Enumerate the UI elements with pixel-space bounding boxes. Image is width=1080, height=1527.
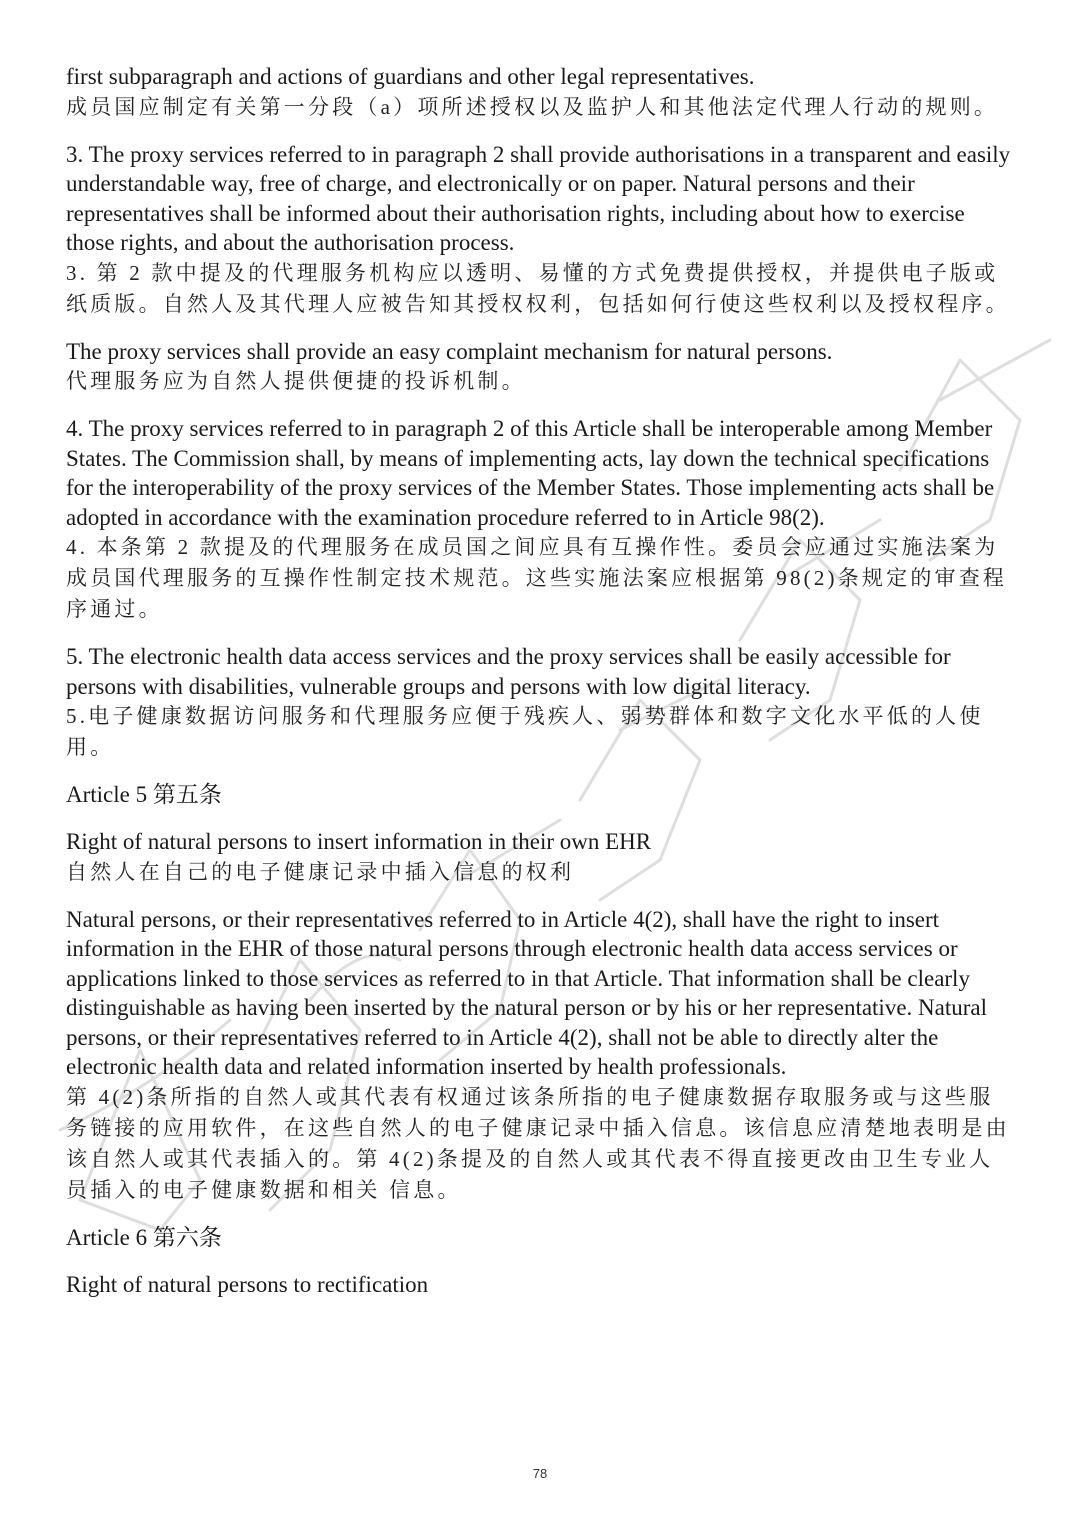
paragraph-zh: 4. 本条第 2 款提及的代理服务在成员国之间应具有互操作性。委员会应通过实施法案为成员国代理服务的互操作性制定技术规范。这些实施法案应根据第 98(2)条规定的审查程序通过。 bbox=[66, 535, 1008, 621]
article-title-zh: 自然人在自己的电子健康记录中插入信息的权利 bbox=[66, 859, 575, 884]
article-title-en: Right of natural persons to insert information in their own EHR bbox=[66, 829, 652, 854]
article-5-heading: Article 5 第五条 bbox=[66, 782, 222, 807]
page-number: 78 bbox=[532, 1466, 548, 1481]
paragraph-zh: 代理服务应为自然人提供便捷的投诉机制。 bbox=[66, 369, 526, 393]
article-5-body bbox=[66, 905, 1016, 1206]
paragraph-4 bbox=[66, 414, 1016, 625]
document-body bbox=[66, 62, 1016, 1299]
paragraph-en: The proxy services shall provide an easy complaint mechanism for natural persons. bbox=[66, 338, 833, 364]
paragraph-1 bbox=[66, 62, 1016, 123]
paragraph-en: 4. The proxy services referred to in paragraph 2 of this Article shall be interoperable among Member States. The Commission shall, by means of implementing acts, lay down the technical specifications for the interoperability of the proxy services of the Member States. Those implementing acts shall be adopted in accordance with the examination procedure referred to in Article 98(2). bbox=[66, 416, 995, 530]
article-body-en: Natural persons, or their representatives referred to in Article 4(2), shall have the right to insert information in the EHR of those natural persons through electronic health data access services or applications linked to those services as referred to in that Article. That information shall be clearly distinguishable as having been inserted by the natural person or by his or her representative. Natural persons, or their representatives referred to in Article 4(2), shall not be able to directly alter the electronic health data and related information inserted by health professionals. bbox=[66, 906, 987, 1079]
article-6-heading: Article 6 第六条 bbox=[66, 1224, 222, 1250]
article-6-title-en: Right of natural persons to rectification bbox=[66, 1271, 429, 1297]
paragraph-complaint bbox=[66, 337, 1016, 398]
paragraph-5 bbox=[66, 642, 1016, 763]
paragraph-zh: 5.电子健康数据访问服务和代理服务应便于残疾人、弱势群体和数字文化水平低的人使用。 bbox=[66, 704, 984, 759]
article-body-zh: 第 4(2)条所指的自然人或其代表有权通过该条所指的电子健康数据存取服务或与这些服 务链接的应用软件，在这些自然人的电子健康记录中插入信息。该信息应清楚地表明是由该自然人或其代表插入的。第 4(2)条提及的自然人或其代表不得直接更改由卫生专业人员插入的电子健康数据和相关 信息。 bbox=[66, 1084, 1010, 1202]
paragraph-en: first subparagraph and actions of guardians and other legal representatives. bbox=[66, 64, 755, 89]
paragraph-zh: 成员国应制定有关第一分段（a）项所述授权以及监护人和其他法定代理人行动的规则。 bbox=[66, 94, 999, 119]
article-5-title bbox=[66, 827, 1016, 888]
paragraph-en: 5. The electronic health data access services and the proxy services shall be easily accessible for persons with disabilities, vulnerable groups and persons with low digital literacy. bbox=[66, 644, 951, 699]
paragraph-en: 3. The proxy services referred to in paragraph 2 shall provide authorisations in a transparent and easily understandable way, free of charge, and electronically or on paper. Natural persons and their representatives shall be informed about their authorisation rights, including about how to exercise those rights, and about the authorisation process. bbox=[66, 141, 1011, 255]
paragraph-3 bbox=[66, 140, 1016, 320]
paragraph-zh: 3. 第 2 款中提及的代理服务机构应以透明、易懂的方式免费提供授权，并提供电子版或纸质版。自然人及其代理人应被告知其授权权利，包括如何行使这些权利以及授权程序。 bbox=[66, 260, 1010, 316]
